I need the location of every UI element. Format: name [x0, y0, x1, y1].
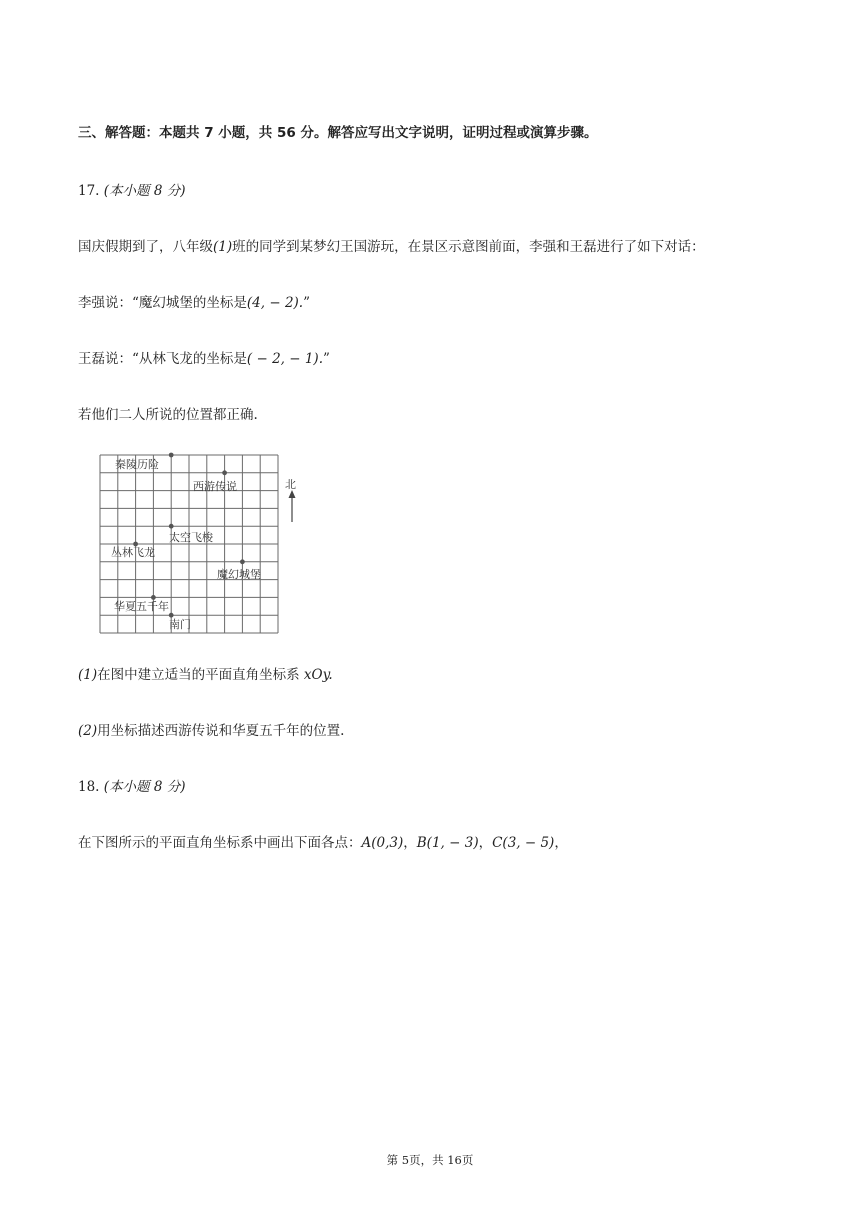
place-dot-nanmen — [169, 613, 174, 618]
north-arrow — [289, 490, 296, 522]
question-number: 18. — [78, 779, 100, 795]
intro-text-a: 国庆假期到了，八年级 — [78, 239, 213, 255]
separator: ， — [478, 835, 493, 851]
place-label-mohuan: 魔幻城堡 — [217, 568, 261, 581]
place-label-taikong: 太空飞梭 — [169, 531, 213, 544]
point-b: B(1, − 3) — [416, 835, 479, 851]
part-1-text: 在图中建立适当的平面直角坐标系 — [97, 667, 304, 683]
part-number: (1) — [78, 667, 98, 683]
question-17-header — [78, 182, 186, 200]
point-a: A(0,3) — [361, 835, 404, 851]
question-points: (本小题 8 分) — [103, 183, 186, 199]
question-points: (本小题 8 分) — [103, 779, 186, 795]
castle-coordinate: (4, − 2). — [246, 295, 304, 311]
separator: ， — [554, 835, 568, 851]
page-footer: 第 5页，共 16页 — [386, 1153, 474, 1167]
section-title: 三、解答题：本题共 7 小题，共 56 分。解答应写出文字说明，证明过程或演算步骤。 — [78, 125, 598, 141]
wang-lei-text: 王磊说：“从林飞龙的坐标是 — [78, 351, 247, 367]
place-label-nanmen: 南门 — [169, 618, 191, 631]
part-number: (2) — [78, 723, 98, 739]
separator: ， — [403, 835, 417, 851]
park-map-grid — [96, 452, 310, 636]
wang-lei-statement — [78, 350, 330, 368]
point-c: C(3, − 5) — [492, 835, 555, 851]
coordinate-system-name: xOy. — [303, 667, 333, 683]
place-label-xiyou: 西游传说 — [193, 480, 237, 493]
dragon-coordinate: ( − 2, − 1). — [246, 351, 323, 367]
question-number: 17. — [78, 183, 100, 199]
place-label-qinling: 秦陵历险 — [115, 458, 159, 471]
north-label: 北 — [285, 478, 296, 491]
place-dot-taikong — [169, 524, 174, 529]
intro-text-b: 班的同学到某梦幻王国游玩，在景区示意图前面，李强和王磊进行了如下对话： — [232, 239, 705, 255]
li-qiang-statement — [78, 294, 310, 312]
place-dot-qinling — [169, 453, 174, 458]
park-map-figure — [96, 452, 310, 636]
place-dot-xiyou — [222, 470, 227, 475]
place-label-conglin: 丛林飞龙 — [111, 546, 155, 559]
question-18-prompt: 在下图所示的平面直角坐标系中画出下面各点： — [78, 835, 362, 851]
question-17-part-1 — [78, 666, 333, 684]
question-18-header — [78, 778, 186, 796]
quote-close: ” — [323, 351, 330, 367]
question-18-text — [78, 834, 568, 852]
quote-close: ” — [303, 295, 311, 311]
premise-statement: 若他们二人所说的位置都正确. — [78, 407, 258, 423]
place-label-huaxia: 华夏五千年 — [114, 600, 169, 613]
part-2-text: 用坐标描述西游传说和华夏五千年的位置. — [97, 723, 345, 739]
question-17-intro — [78, 238, 705, 256]
place-dot-mohuan — [240, 559, 245, 564]
li-qiang-text: 李强说：“魔幻城堡的坐标是 — [78, 295, 247, 311]
class-number: (1) — [213, 239, 233, 255]
question-17-part-2 — [78, 722, 344, 740]
